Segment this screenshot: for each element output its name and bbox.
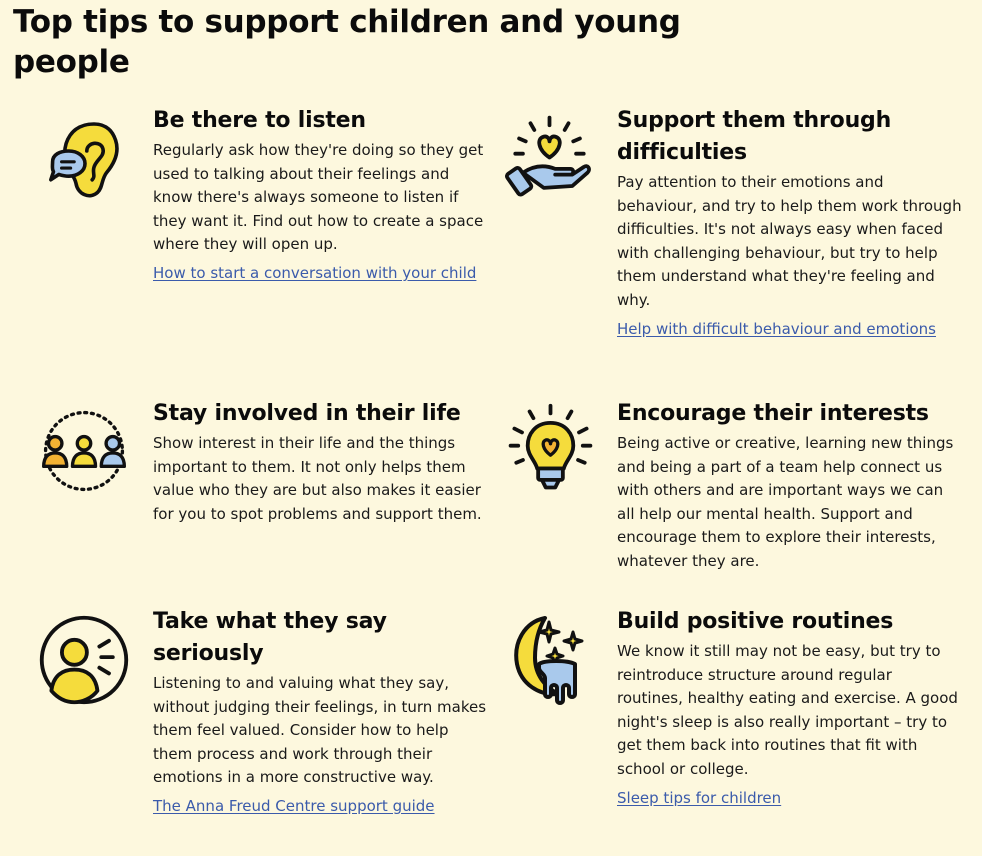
tip-text: We know it still may not be easy, but try to reintroduce structure around regular routines, healthy eating and exercise. A good night's sleep is also really important – try to get them back into routines that fit with school or college. (617, 642, 958, 778)
tip-heading: Be there to listen (153, 108, 366, 133)
tip-heading: Stay involved in their life (153, 401, 461, 426)
tip-positive-routines (0, 606, 982, 821)
tip-text: Regularly ask how they're doing so they get used to talking about their feelings and know there's always someone to listen if they want it. Find out how to create a space where they will open up. (153, 141, 484, 254)
support-guide-link[interactable]: The Anna Freud Centre support guide (153, 796, 435, 815)
sleep-tips-link[interactable]: Sleep tips for children (617, 788, 782, 807)
tip-text: Show interest in their life and the things important to them. It not only helps them value who they are but also makes it easier for you to spot problems and support them. (153, 434, 482, 523)
heart-in-hand-icon (502, 110, 597, 205)
tip-heading: Support them through difficulties (617, 108, 892, 165)
tip-heading: Encourage their interests (617, 401, 929, 426)
tip-support-through-difficulties (0, 105, 982, 375)
tip-text: Being active or creative, learning new things and being a part of a team help connect us with others and are important ways we can all help our mental health. Support and encourage them to explore their interests, whatever they are. (617, 434, 954, 570)
tip-text: Listening to and valuing what they say, without judging their feelings, in turn makes them feel valued. Consider how to help them process and work through their emotions in a more constructive way. (153, 674, 487, 787)
moon-and-stars-icon (505, 608, 595, 708)
difficult-behaviour-link[interactable]: Help with difficult behaviour and emotions (617, 319, 936, 338)
tip-text: Pay attention to their emotions and behaviour, and try to help them work through difficulties. It's not always easy when faced with challenging behaviour, but try to help them understand what they're feeling and why. (617, 173, 962, 309)
tip-heading: Take what they say seriously (153, 609, 387, 666)
tip-encourage-interests (0, 398, 982, 588)
conversation-guide-link[interactable]: How to start a conversation with your child (153, 263, 477, 282)
page-title: Top tips to support children and young people (13, 4, 681, 80)
tip-heading: Build positive routines (617, 609, 894, 634)
lightbulb-heart-icon (503, 402, 598, 497)
